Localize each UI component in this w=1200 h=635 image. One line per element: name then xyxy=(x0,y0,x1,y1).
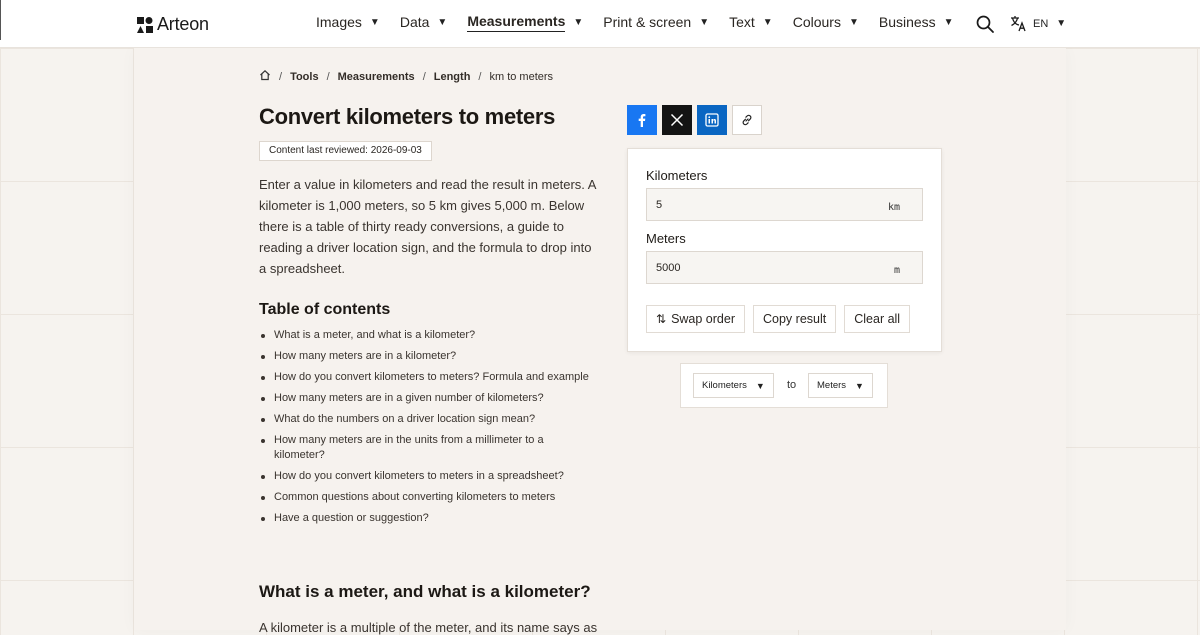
nav-label: Measurements xyxy=(467,13,565,32)
page-title: Convert kilometers to meters xyxy=(259,104,556,129)
breadcrumb-tools[interactable]: Tools xyxy=(290,70,319,83)
caret-down-icon: ▼ xyxy=(699,16,710,28)
breadcrumb-measurements[interactable]: Measurements xyxy=(337,70,415,83)
caret-down-icon: ▼ xyxy=(943,16,954,28)
nav-label: Colours xyxy=(792,14,841,30)
breadcrumb-separator: / xyxy=(478,70,482,83)
brand-logo[interactable] xyxy=(137,14,209,35)
language-selector[interactable] xyxy=(1010,15,1066,32)
x-icon xyxy=(670,113,684,127)
breadcrumb-separator: / xyxy=(422,70,426,83)
share-facebook-button[interactable] xyxy=(627,105,657,135)
swap-order-label: Swap order xyxy=(671,312,735,326)
link-icon xyxy=(740,113,754,127)
m-unit-label: m xyxy=(893,265,900,276)
toc-item[interactable]: What do the numbers on a driver location sign mean? xyxy=(259,412,604,427)
toc-title: Table of contents xyxy=(259,301,391,318)
clear-all-label: Clear all xyxy=(854,312,901,326)
breadcrumb-separator: / xyxy=(279,70,283,83)
nav-measurements[interactable] xyxy=(467,13,583,36)
copy-result-button[interactable] xyxy=(753,305,836,333)
copy-result-label: Copy result xyxy=(763,312,827,326)
caret-down-icon: ▼ xyxy=(762,16,773,28)
to-separator-label: to xyxy=(787,379,797,391)
breadcrumb xyxy=(259,69,553,84)
nav-label: Print & screen xyxy=(603,14,692,30)
language-code: EN xyxy=(1033,17,1049,30)
toc-item[interactable]: Common questions about converting kilometers to meters xyxy=(259,490,604,505)
caret-down-icon: ▼ xyxy=(437,16,448,28)
caret-down-icon: ▼ xyxy=(1056,18,1067,29)
nav-business[interactable] xyxy=(879,14,954,34)
meters-value: 5000 xyxy=(656,262,681,274)
nav-data[interactable] xyxy=(400,14,447,34)
brand-name: Arteon xyxy=(157,14,209,34)
main-menu xyxy=(316,0,974,48)
linkedin-icon xyxy=(705,113,719,127)
facebook-icon xyxy=(635,113,649,127)
converter-actions xyxy=(646,305,910,333)
breadcrumb-current: km to meters xyxy=(489,70,554,83)
to-field-label: Meters xyxy=(646,231,686,246)
nav-print-screen[interactable] xyxy=(603,14,709,34)
search-button[interactable] xyxy=(975,14,995,34)
kilometers-value: 5 xyxy=(656,199,663,211)
share-buttons xyxy=(627,105,762,135)
nav-text[interactable] xyxy=(729,14,773,34)
nav-label: Data xyxy=(399,14,430,30)
section-text: A kilometer is a multiple of the meter, and its name says as xyxy=(259,620,598,635)
toc-item[interactable]: How many meters are in a given number of kilometers? xyxy=(259,391,604,406)
swap-order-button[interactable] xyxy=(646,305,745,333)
share-linkedin-button[interactable] xyxy=(697,105,727,135)
converter-widget xyxy=(627,148,942,352)
caret-down-icon: ▼ xyxy=(369,16,380,28)
from-field-label: Kilometers xyxy=(646,168,708,183)
translate-icon xyxy=(1010,15,1027,32)
nav-label: Text xyxy=(729,14,755,30)
toc-item[interactable]: How many meters are in a kilometer? xyxy=(259,349,604,364)
table-of-contents xyxy=(259,328,604,532)
nav-label: Images xyxy=(316,14,362,30)
to-unit-select[interactable] xyxy=(808,373,873,398)
intro-paragraph: Enter a value in kilometers and read the result in meters. A kilometer is 1,000 meters, so 5 km gives 5,000 m. Below there is a table of thirty ready conversions, a guide to reading a driver location sign, and the formula to drop into a spreadsheet. xyxy=(259,177,596,276)
toc-item[interactable]: Have a question or suggestion? xyxy=(259,511,604,526)
reviewed-badge: Content last reviewed: 2026-09-03 xyxy=(259,141,432,161)
caret-down-icon: ▼ xyxy=(855,380,864,391)
clear-all-button[interactable] xyxy=(844,305,910,333)
caret-down-icon: ▼ xyxy=(573,16,584,28)
kilometers-input[interactable] xyxy=(646,188,923,221)
toc-item[interactable]: How many meters are in the units from a millimeter to a kilometer? xyxy=(259,433,549,463)
meters-input[interactable] xyxy=(646,251,923,284)
toc-item[interactable]: How do you convert kilometers to meters? Formula and example xyxy=(259,370,604,385)
caret-down-icon: ▼ xyxy=(848,16,859,28)
main-content xyxy=(134,48,1066,635)
to-unit-value: Meters xyxy=(817,380,847,391)
km-unit-label: km xyxy=(887,202,900,213)
search-icon xyxy=(975,14,995,34)
from-unit-select[interactable] xyxy=(693,373,774,398)
toc-item[interactable]: How do you convert kilometers to meters in a spreadsheet? xyxy=(259,469,604,484)
home-icon[interactable] xyxy=(259,69,271,84)
section-title: What is a meter, and what is a kilometer? xyxy=(259,582,591,601)
swap-arrows-icon: ⇅ xyxy=(656,312,667,326)
nav-images[interactable] xyxy=(316,14,380,34)
window-edge xyxy=(0,0,1,40)
copy-link-button[interactable] xyxy=(732,105,762,135)
share-x-button[interactable] xyxy=(662,105,692,135)
unit-selector xyxy=(680,363,888,408)
nav-label: Business xyxy=(878,14,936,30)
from-unit-value: Kilometers xyxy=(702,380,747,391)
arteon-logo-icon xyxy=(137,17,153,33)
breadcrumb-separator: / xyxy=(326,70,330,83)
toc-item[interactable]: What is a meter, and what is a kilometer? xyxy=(259,328,604,343)
caret-down-icon: ▼ xyxy=(755,380,765,391)
breadcrumb-length[interactable]: Length xyxy=(433,70,471,83)
top-navigation-bar xyxy=(0,0,1200,48)
nav-colours[interactable] xyxy=(793,14,859,34)
